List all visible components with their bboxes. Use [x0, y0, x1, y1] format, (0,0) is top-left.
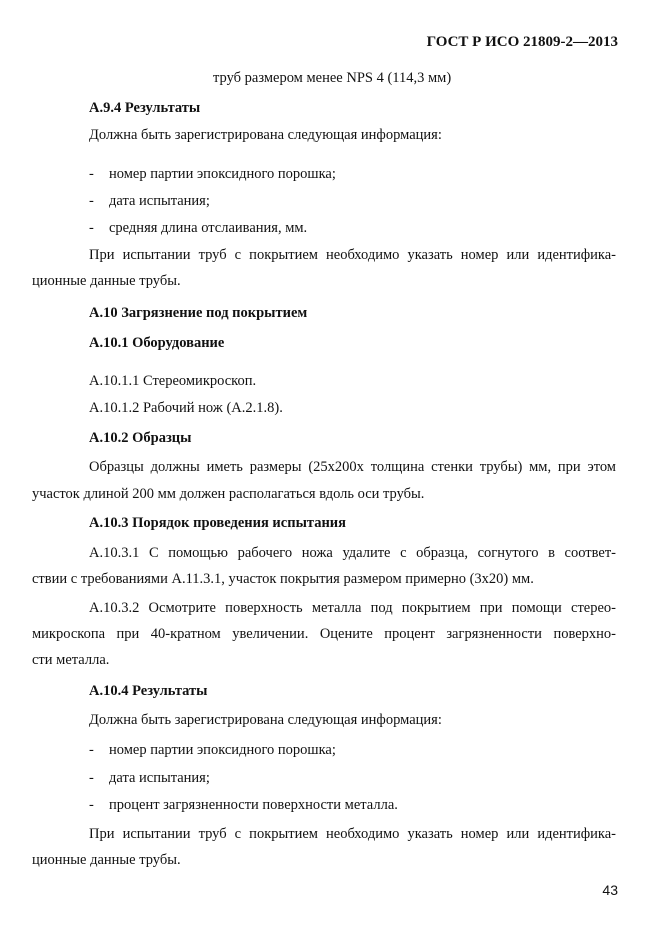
text-line: сти металла.	[32, 652, 110, 668]
list-item: средняя длина отслаивания, мм.	[109, 220, 308, 236]
section-heading-a103: А.10.3 Порядок проведения испытания	[89, 515, 346, 531]
text-line: А.10.3.1 С помощью рабочего ножа удалите с образца, согнутого в соответ-	[89, 545, 616, 561]
text-line: микроскопа при 40-кратном увеличении. Оцените процент загрязненности поверхно-	[32, 626, 616, 642]
list-item: процент загрязненности поверхности металла.	[109, 797, 398, 813]
text-line: Должна быть зарегистрирована следующая информация:	[89, 712, 442, 728]
text-line: При испытании труб с покрытием необходимо указать номер или идентифика-	[89, 826, 616, 842]
text-line: ционные данные трубы.	[32, 273, 181, 289]
document-header: ГОСТ Р ИСО 21809-2—2013	[426, 34, 618, 50]
text-line: участок длиной 200 мм должен располагаться вдоль оси трубы.	[32, 486, 425, 502]
text-line: При испытании труб с покрытием необходимо указать номер или идентифика-	[89, 247, 616, 263]
text-line: А.10.1.2 Рабочий нож (А.2.1.8).	[89, 400, 283, 416]
list-item: номер партии эпоксидного порошка;	[109, 742, 336, 758]
text-line: А.10.1.1 Стереомикроскоп.	[89, 373, 257, 389]
text-line: Образцы должны иметь размеры (25х200х толщина стенки трубы) мм, при этом	[89, 459, 616, 475]
text-line: ствии с требованиями А.11.3.1, участок покрытия размером примерно (3х20) мм.	[32, 571, 534, 587]
text-line: ционные данные трубы.	[32, 852, 181, 868]
list-dash: -	[89, 770, 94, 786]
list-item: дата испытания;	[109, 770, 210, 786]
list-item: дата испытания;	[109, 193, 210, 209]
text-line: А.10.3.2 Осмотрите поверхность металла под покрытием при помощи стерео-	[89, 600, 616, 616]
text-line: труб размером менее NPS 4 (114,3 мм)	[213, 70, 452, 86]
section-heading-a101: А.10.1 Оборудование	[89, 335, 225, 351]
list-item: номер партии эпоксидного порошка;	[109, 166, 336, 182]
list-dash: -	[89, 193, 94, 209]
page-number: 43	[602, 882, 618, 898]
section-heading-a102: А.10.2 Образцы	[89, 430, 192, 446]
list-dash: -	[89, 220, 94, 236]
section-heading-a10: А.10 Загрязнение под покрытием	[89, 305, 308, 321]
list-dash: -	[89, 166, 94, 182]
list-dash: -	[89, 797, 94, 813]
section-heading-a94: А.9.4 Результаты	[89, 100, 201, 116]
list-dash: -	[89, 742, 94, 758]
text-line: Должна быть зарегистрирована следующая информация:	[89, 127, 442, 143]
section-heading-a104: А.10.4 Результаты	[89, 683, 208, 699]
